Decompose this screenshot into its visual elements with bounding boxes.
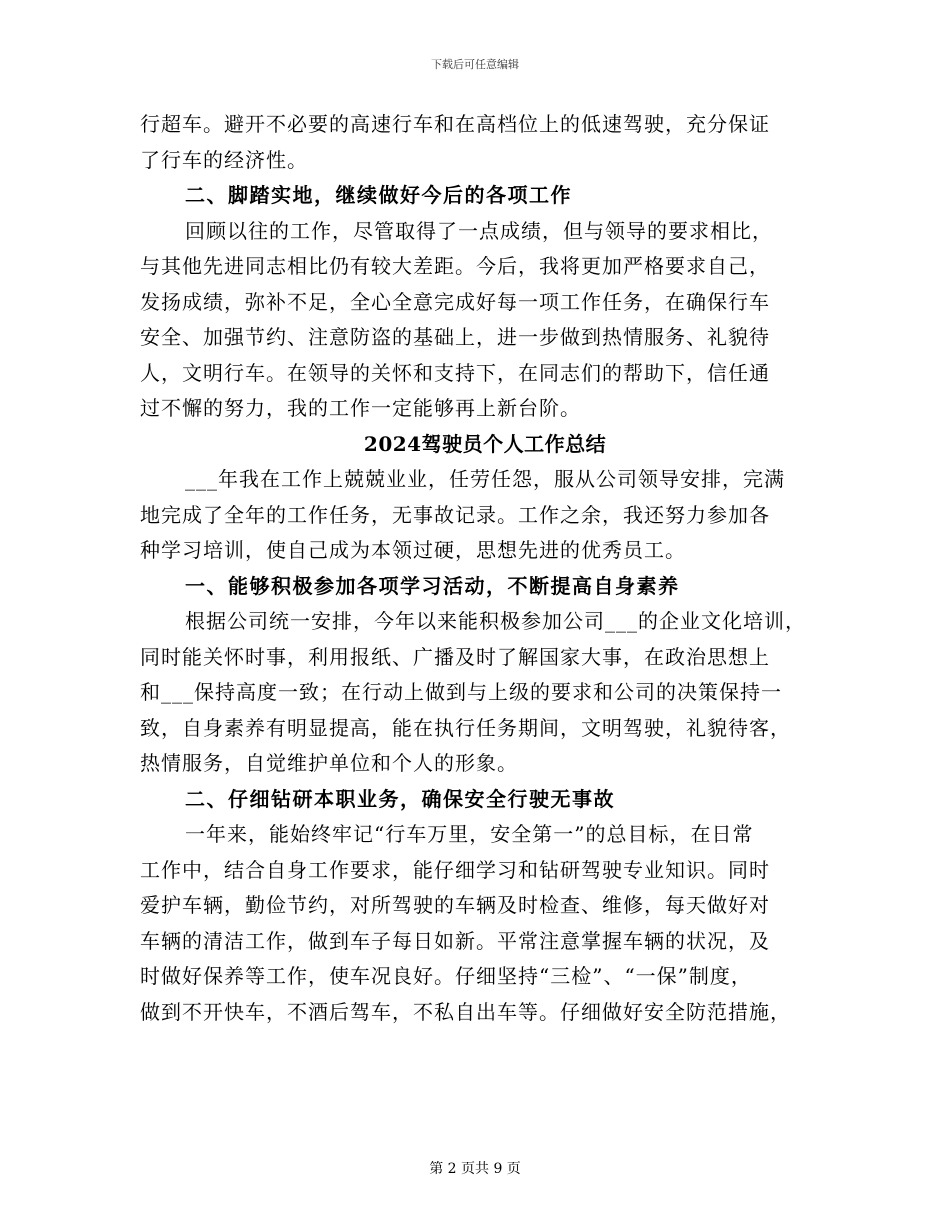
paragraph-line: 和___保持高度一致；在行动上做到与上级的要求和公司的决策保持一 xyxy=(140,680,782,704)
paragraph-line: 回顾以往的工作，尽管取得了一点成绩，但与领导的要求相比， xyxy=(185,218,773,243)
paragraph-line: 工作中，结合自身工作要求，能仔细学习和钻研驾驶专业知识。同时 xyxy=(140,857,770,882)
paragraph-line: 时做好保养等工作，使车况良好。仔细坚持“三检”、“一保”制度， xyxy=(140,964,752,988)
page-header: 下载后可任意编辑 xyxy=(431,58,519,71)
document-title: 2024驾驶员个人工作总结 xyxy=(363,431,607,456)
page-footer: 第 2 页共 9 页 xyxy=(429,1161,521,1177)
paragraph-line: 爱护车辆，勤俭节约，对所驾驶的车辆及时检查、维修，每天做好对 xyxy=(140,893,770,917)
section-heading: 二、脚踏实地，继续做好今后的各项工作 xyxy=(185,183,572,207)
paragraph-line: 发扬成绩，弥补不足，全心全意完成好每一项工作任务，在确保行车 xyxy=(140,289,770,314)
paragraph-line: 一年来，能始终牢记“行车万里，安全第一”的总目标，在日常 xyxy=(185,822,754,846)
paragraph-line: 热情服务，自觉维护单位和个人的形象。 xyxy=(140,751,518,775)
paragraph-line: 致，自身素养有明显提高，能在执行任务期间，文明驾驶，礼貌待客， xyxy=(140,715,791,740)
section-heading: 一、能够积极参加各项学习活动，不断提高自身素养 xyxy=(185,573,680,598)
paragraph-line: 人，文明行车。在领导的关怀和支持下，在同志们的帮助下，信任通 xyxy=(140,360,770,385)
paragraph-line: 了行车的经济性。 xyxy=(140,147,308,172)
paragraph-line: 安全、加强节约、注意防盗的基础上，进一步做到热情服务、礼貌待 xyxy=(140,325,770,349)
document-body xyxy=(140,107,830,1030)
paragraph-line: 做到不开快车，不酒后驾车，不私自出车等。仔细做好安全防范措施， xyxy=(140,999,791,1024)
paragraph-line: 行超车。避开不必要的高速行车和在高档位上的低速驾驶，充分保证 xyxy=(140,112,770,136)
paragraph-line: 根据公司统一安排，今年以来能积极参加公司___的企业文化培训， xyxy=(185,609,806,633)
paragraph-line: 车辆的清洁工作，做到车子每日如新。平常注意掌握车辆的状况，及 xyxy=(140,928,770,953)
paragraph-line: 与其他先进同志相比仍有较大差距。今后，我将更加严格要求自己， xyxy=(140,254,770,278)
paragraph-line: ___年我在工作上兢兢业业，任劳任怨，服从公司领导安排，完满 xyxy=(185,467,785,491)
paragraph-line: 种学习培训，使自己成为本领过硬，思想先进的优秀员工。 xyxy=(140,538,686,562)
paragraph-line: 同时能关怀时事，利用报纸、广播及时了解国家大事，在政治思想上 xyxy=(140,644,770,669)
paragraph-line: 地完成了全年的工作任务，无事故记录。工作之余，我还努力参加各 xyxy=(140,502,770,527)
section-heading: 二、仔细钻研本职业务，确保安全行驶无事故 xyxy=(185,786,615,811)
paragraph-line: 过不懈的努力，我的工作一定能够再上新台阶。 xyxy=(140,396,581,420)
